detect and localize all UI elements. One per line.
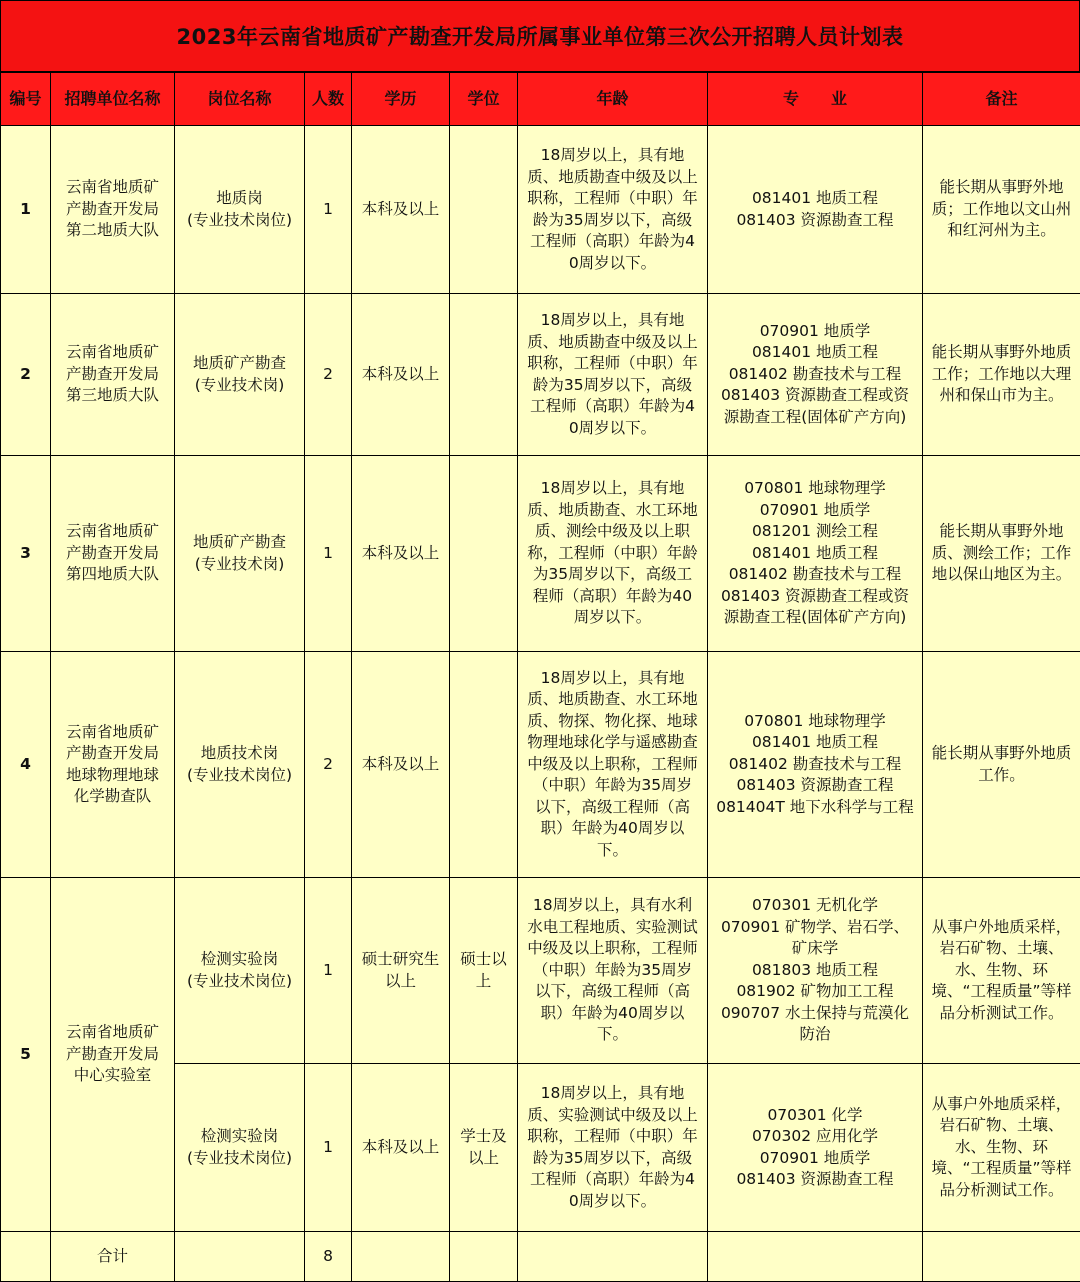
row-number: 4 <box>1 652 51 878</box>
remark: 从事户外地质采样，岩石矿物、土壤、水、生物、环境、“工程质量”等样品分析测试工作。 <box>923 1064 1080 1232</box>
degree <box>450 294 518 456</box>
major-list <box>708 126 923 294</box>
major-item: 防治 <box>712 1024 918 1046</box>
total-empty <box>352 1232 450 1282</box>
major-item: 081403 资源勘查工程 <box>712 1169 918 1191</box>
major-item: 070301 无机化学 <box>712 895 918 917</box>
major-item: 070801 地球物理学 <box>712 711 918 733</box>
major-item: 081403 资源勘查工程 <box>712 210 918 232</box>
major-item: 081401 地质工程 <box>712 543 918 565</box>
age-requirement: 18周岁以上，具有地质、地质勘查、水工环地质、测绘中级及以上职称，工程师（中职）年龄为35周岁以下，高级工程师（高职）年龄为40周岁以下。 <box>518 456 708 652</box>
total-row <box>1 1232 1080 1282</box>
degree <box>450 456 518 652</box>
degree: 硕士以上 <box>450 878 518 1064</box>
major-item: 070901 地质学 <box>712 1148 918 1170</box>
row-number: 5 <box>1 878 51 1232</box>
header-row <box>1 73 1080 126</box>
header-degree: 学位 <box>450 73 518 126</box>
major-item: 081401 地质工程 <box>712 732 918 754</box>
unit-name: 云南省地质矿产勘查开发局中心实验室 <box>51 878 175 1232</box>
major-item: 081403 资源勘查工程 <box>712 775 918 797</box>
education: 本科及以上 <box>352 652 450 878</box>
major-item: 矿床学 <box>712 938 918 960</box>
major-item: 081401 地质工程 <box>712 188 918 210</box>
major-item: 070901 矿物学、岩石学、 <box>712 917 918 939</box>
major-item: 081402 勘查技术与工程 <box>712 364 918 386</box>
education: 硕士研究生以上 <box>352 878 450 1064</box>
unit-name: 云南省地质矿产勘查开发局第二地质大队 <box>51 126 175 294</box>
major-list <box>708 652 923 878</box>
total-empty <box>1 1232 51 1282</box>
major-list <box>708 1064 923 1232</box>
major-item: 081403 资源勘查工程或资 <box>712 385 918 407</box>
remark: 能长期从事野外地质工作；工作地以大理州和保山市为主。 <box>923 294 1080 456</box>
age-requirement: 18周岁以上，具有地质、实验测试中级及以上职称，工程师（中职）年龄为35周岁以下，高级工程师（高职）年龄为40周岁以下。 <box>518 1064 708 1232</box>
major-item: 081402 勘查技术与工程 <box>712 754 918 776</box>
total-count: 8 <box>305 1232 352 1282</box>
total-empty <box>923 1232 1080 1282</box>
headcount: 2 <box>305 652 352 878</box>
total-empty <box>175 1232 305 1282</box>
major-item: 081803 地质工程 <box>712 960 918 982</box>
total-label: 合计 <box>51 1232 175 1282</box>
headcount: 2 <box>305 294 352 456</box>
post-name: 地质矿产勘查 (专业技术岗) <box>175 294 305 456</box>
major-item: 070301 化学 <box>712 1105 918 1127</box>
major-item: 源勘查工程(固体矿产方向) <box>712 407 918 429</box>
unit-name: 云南省地质矿产勘查开发局第三地质大队 <box>51 294 175 456</box>
table-row <box>1 456 1080 652</box>
remark: 能长期从事野外地质；工作地以文山州和红河州为主。 <box>923 126 1080 294</box>
major-item: 081902 矿物加工工程 <box>712 981 918 1003</box>
major-item: 源勘查工程(固体矿产方向) <box>712 607 918 629</box>
total-empty <box>518 1232 708 1282</box>
recruitment-table <box>0 72 1080 1282</box>
unit-name: 云南省地质矿产勘查开发局第四地质大队 <box>51 456 175 652</box>
total-empty <box>708 1232 923 1282</box>
major-item: 081403 资源勘查工程或资 <box>712 586 918 608</box>
table-row <box>1 878 1080 1064</box>
header-count: 人数 <box>305 73 352 126</box>
major-item: 070901 地质学 <box>712 321 918 343</box>
header-no: 编号 <box>1 73 51 126</box>
major-item: 081201 测绘工程 <box>712 521 918 543</box>
post-name: 检测实验岗 (专业技术岗位) <box>175 878 305 1064</box>
major-item: 090707 水土保持与荒漠化 <box>712 1003 918 1025</box>
header-unit: 招聘单位名称 <box>51 73 175 126</box>
post-name: 地质矿产勘查 (专业技术岗) <box>175 456 305 652</box>
age-requirement: 18周岁以上，具有水利水电工程地质、实验测试中级及以上职称，工程师（中职）年龄为35周岁以下，高级工程师（高职）年龄为40周岁以下。 <box>518 878 708 1064</box>
degree <box>450 652 518 878</box>
post-name: 地质技术岗 (专业技术岗位) <box>175 652 305 878</box>
headcount: 1 <box>305 126 352 294</box>
unit-name: 云南省地质矿产勘查开发局地球物理地球化学勘查队 <box>51 652 175 878</box>
header-note: 备注 <box>923 73 1080 126</box>
post-name: 地质岗 (专业技术岗位) <box>175 126 305 294</box>
row-number: 3 <box>1 456 51 652</box>
post-name: 检测实验岗 (专业技术岗位) <box>175 1064 305 1232</box>
major-item: 070901 地质学 <box>712 500 918 522</box>
education: 本科及以上 <box>352 1064 450 1232</box>
header-edu: 学历 <box>352 73 450 126</box>
row-number: 2 <box>1 294 51 456</box>
degree: 学士及以上 <box>450 1064 518 1232</box>
major-list <box>708 294 923 456</box>
remark: 能长期从事野外地质、测绘工作；工作地以保山地区为主。 <box>923 456 1080 652</box>
major-item: 081401 地质工程 <box>712 342 918 364</box>
education: 本科及以上 <box>352 456 450 652</box>
major-item: 070302 应用化学 <box>712 1126 918 1148</box>
major-item: 070801 地球物理学 <box>712 478 918 500</box>
age-requirement: 18周岁以上，具有地质、地质勘查中级及以上职称，工程师（中职）年龄为35周岁以下，高级工程师（高职）年龄为40周岁以下。 <box>518 126 708 294</box>
age-requirement: 18周岁以上，具有地质、地质勘查中级及以上职称，工程师（中职）年龄为35周岁以下，高级工程师（高职）年龄为40周岁以下。 <box>518 294 708 456</box>
major-list <box>708 456 923 652</box>
table-title: 2023年云南省地质矿产勘查开发局所属事业单位第三次公开招聘人员计划表 <box>0 0 1080 72</box>
header-age: 年龄 <box>518 73 708 126</box>
remark: 从事户外地质采样，岩石矿物、土壤、水、生物、环境、“工程质量”等样品分析测试工作。 <box>923 878 1080 1064</box>
education: 本科及以上 <box>352 294 450 456</box>
headcount: 1 <box>305 456 352 652</box>
header-major: 专 业 <box>708 73 923 126</box>
major-list <box>708 878 923 1064</box>
major-item: 081404T 地下水科学与工程 <box>712 797 918 819</box>
table-row <box>1 126 1080 294</box>
remark: 能长期从事野外地质工作。 <box>923 652 1080 878</box>
degree <box>450 126 518 294</box>
education: 本科及以上 <box>352 126 450 294</box>
total-empty <box>450 1232 518 1282</box>
major-item: 081402 勘查技术与工程 <box>712 564 918 586</box>
table-row <box>1 652 1080 878</box>
headcount: 1 <box>305 1064 352 1232</box>
header-post: 岗位名称 <box>175 73 305 126</box>
row-number: 1 <box>1 126 51 294</box>
headcount: 1 <box>305 878 352 1064</box>
table-row <box>1 294 1080 456</box>
age-requirement: 18周岁以上，具有地质、地质勘查、水工环地质、物探、物化探、地球物理地球化学与遥感勘查中级及以上职称，工程师（中职）年龄为35周岁以下，高级工程师（高职）年龄为40周岁以下。 <box>518 652 708 878</box>
